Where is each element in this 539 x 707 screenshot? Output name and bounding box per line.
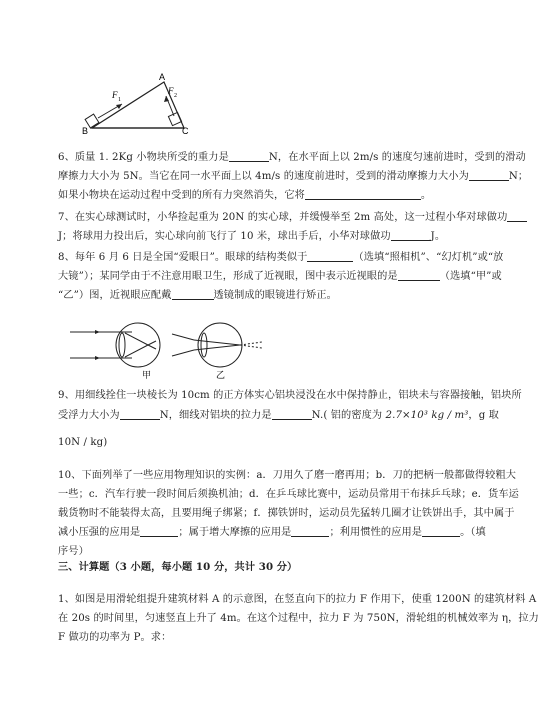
- q10-text-1: 10、下面列举了一些应用物理知识的实例：a．刀用久了磨一磨再用；b．刀的把柄一般都做得较粗大: [58, 470, 517, 481]
- q10-text-2: 一些；c．汽车行驶一段时间后须换机油；d．在乒乓球比赛中，运动员常用干布抹乒乓球；e．货车运: [58, 489, 519, 500]
- q8-text-2b: （选填“甲”或: [439, 271, 502, 282]
- lens-left: [119, 333, 125, 357]
- q10-text-4a: 减小压强的应用是: [58, 527, 141, 538]
- q9-text-2c: N.( 铝的密度为: [311, 410, 383, 421]
- q6-text-1a: 6、质量 1. 2Kg 小物块所受的重力是: [58, 152, 229, 163]
- section-3-title: 三、计算题（3 小题，每小题 10 分，共计 30 分）: [58, 561, 298, 573]
- q6-text-3a: 如果小物块在运动过程中受到的所有力突然消失，它将: [58, 190, 305, 201]
- q9-blank-1[interactable]: [120, 407, 160, 420]
- question-7: [58, 208, 508, 246]
- q10-blank-3[interactable]: [422, 524, 460, 537]
- q6-text-3b: 。: [420, 190, 432, 201]
- q10-text-3: 载货物时不能装得太高，且要用绳子绑紧；f．掷铁饼时，运动员先猛转几圈才让铁饼出手，其中属于: [58, 508, 515, 519]
- eye-diagram-left: [70, 318, 180, 381]
- q6-blank-2[interactable]: [469, 168, 509, 181]
- q9-text-2d: ，g 取: [468, 410, 499, 421]
- label-f2: F: [168, 86, 174, 96]
- label-c: C: [182, 126, 189, 136]
- question-6: [58, 148, 529, 205]
- q8-text-1b: （选填“照相机”、“幻灯机”或“放: [353, 252, 504, 263]
- q6-text-1b: N，在水平面上以 2m/s 的速度匀速前进时，受到的滑动: [268, 152, 526, 163]
- label-yi: 乙: [216, 371, 226, 381]
- q7-text-2b: J。: [430, 231, 446, 242]
- question-8: [58, 248, 504, 305]
- q7-blank-2[interactable]: [391, 228, 431, 241]
- q6-blank-3[interactable]: [305, 187, 421, 200]
- q9-text-2b: N，细线对铝块的拉力是: [159, 410, 272, 421]
- q9-blank-2[interactable]: [272, 407, 312, 420]
- question-10: [58, 466, 519, 561]
- q6-text-2b: N；: [508, 171, 529, 182]
- q8-blank-2[interactable]: [398, 268, 440, 281]
- label-f1-sub: 1: [118, 97, 121, 103]
- q7-text-2a: J；将球用力投出后，实心球向前飞行了 10 米，球出手后，小华对球做功: [58, 231, 391, 242]
- q9-text-1: 9、用细线拴住一块棱长为 10cm 的正方体实心铝块浸没在水中保持静止，铝块未与容器接触，铝块所: [58, 390, 522, 401]
- q8-text-2a: 大镜”）；某同学由于不注意用眼卫生，形成了近视眼，图中表示近视眼的是: [58, 271, 398, 282]
- q8-text-3b: 透镜制成的眼镜进行矫正。: [213, 290, 337, 301]
- label-f2-sub: 2: [174, 93, 177, 99]
- q6-blank-1[interactable]: [229, 149, 269, 162]
- calc1-text-3: F 做功的功率为 P。求：: [58, 632, 172, 643]
- q8-text-1a: 8、每年 6 月 6 日是全国“爱眼日”。眼球的结构类似于: [58, 252, 308, 263]
- q9-density: 2.7×10³ kg / m³: [385, 410, 469, 421]
- q10-blank-1[interactable]: [140, 524, 178, 537]
- label-a: A: [159, 72, 166, 82]
- q8-text-3a: “乙”）图，近视眼应配戴: [58, 290, 172, 301]
- eye-diagram-right: [172, 318, 282, 381]
- q7-text-1a: 7、在实心球测试时，小华捡起重为 20N 的实心球，并缓慢举至 2m 高处，这一过程小华对球做功: [58, 212, 508, 223]
- calc1-text-2: 在 20s 的时间里，匀速竖直上升了 4m。在这个过程中，拉力 F 为 750N，滑轮组的机械效率为 η，拉力: [58, 613, 539, 624]
- label-jia: 甲: [142, 371, 152, 381]
- q10-text-4b: ；属于增大摩擦的应用是: [178, 527, 292, 538]
- question-9: [58, 386, 522, 452]
- label-f1: F: [112, 90, 118, 100]
- triangle-force-figure: [78, 72, 198, 138]
- eyeball-left: [116, 323, 160, 367]
- calc-question-1: [58, 590, 539, 647]
- q10-text-4d: 。（填: [460, 527, 486, 538]
- q10-text-4c: ；利用惯性的应用是: [329, 527, 423, 538]
- q10-blank-2[interactable]: [291, 524, 329, 537]
- q6-text-2a: 摩擦力大小为 5N。当它在同一水平面上以 4m/s 的速度前进时，受到的滑动摩擦力大小为: [58, 171, 469, 182]
- q8-blank-1[interactable]: [307, 249, 353, 262]
- label-b: B: [82, 126, 89, 136]
- q8-blank-3[interactable]: [172, 287, 214, 300]
- q9-text-3: 10N / kg): [58, 437, 108, 448]
- calc1-text-1: 1、如图是用滑轮组提升建筑材料 A 的示意图，在竖直向下的拉力 F 作用下，使重 1200N 的建筑材料 A: [58, 594, 537, 605]
- lens-right: [201, 333, 207, 357]
- q10-text-5: 序号）: [58, 546, 89, 557]
- q9-text-2a: 受浮力大小为: [58, 410, 120, 421]
- q7-blank-1[interactable]: [507, 209, 527, 222]
